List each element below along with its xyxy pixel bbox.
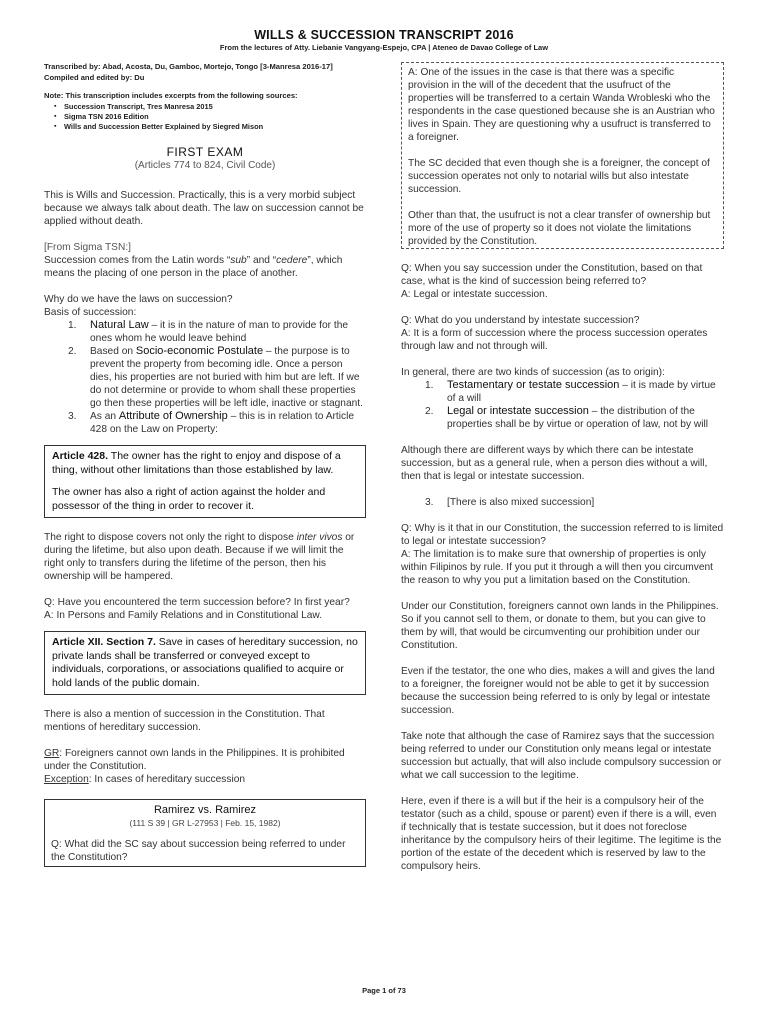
- kinds-intro: In general, there are two kinds of succession (as to origin):: [401, 367, 665, 378]
- case-answer-box: [401, 62, 724, 249]
- legitime-paragraph: Here, even if there is a will but if the heir is a compulsory heir of the testator (such as a child, spouse or parent) even if there is a will, even if technically that is testate succession, but it does not foreclose inheritance by the compulsory heirs of their legitime. The legitime is the portion of the estate of the decedent which is reserved by law to the compulsory heirs.: [401, 796, 722, 872]
- article-xii-label: Article XII. Section 7.: [52, 636, 156, 649]
- case-citation: (111 S 39 | GR L-27953 | Feb. 15, 1982): [129, 818, 281, 829]
- case-box: [44, 799, 366, 867]
- question-2: Q: What do you understand by intestate succession?: [401, 315, 640, 326]
- article-428-label: Article 428.: [52, 450, 109, 463]
- transcribed-by: Transcribed by: Abad, Acosta, Du, Gamboc, Mortejo, Tongo [3-Manresa 2016-17]: [44, 62, 333, 71]
- answer-2: A: It is a form of succession where the process succession operates through law and not through will.: [401, 328, 708, 352]
- document-header: [0, 28, 768, 52]
- kinds-list: [401, 379, 724, 431]
- list-item: 3. As an Attribute of Ownership – this is in relation to Article 428 on the Law on Property:: [68, 410, 355, 436]
- although-paragraph: Although there are different ways by which there can be intestate succession, but as a general rule, when a person dies without a will, then that is legal or intestate succession.: [401, 445, 708, 482]
- basis-list: [44, 319, 366, 436]
- article-428-second: The owner has also a right of action against the holder and possessor of the thing in order to recover it.: [52, 486, 326, 512]
- intro-paragraph: This is Wills and Succession. Practically, this is a very morbid subject because we always talk about death. The law on succession cannot be applied without death.: [44, 190, 364, 228]
- list-item: 1. Natural Law – it is in the nature of man to provide for the ones whom he would leave behind: [68, 319, 349, 345]
- encounter-question: Q: Have you encountered the term succession before? In first year?: [44, 597, 350, 609]
- take-note-paragraph: Take note that although the case of Ramirez says that the succession being referred to under our Constitution only means legal or intestate succession but actually, that will also include compulsory succession or what we call succession to the legitime.: [401, 731, 722, 781]
- list-item: 2. Legal or intestate succession – the distribution of the properties shall be by virtue or operation of law, not by will: [425, 405, 709, 430]
- sources-note: Note: This transcription includes excerpts from the following sources:: [44, 91, 298, 100]
- left-column: [44, 62, 366, 867]
- mixed-list: [401, 496, 724, 509]
- answer-1: A: Legal or intestate succession.: [401, 289, 548, 300]
- exam-articles: (Articles 774 to 824, Civil Code): [134, 160, 276, 172]
- list-item: 3. [There is also mixed succession]: [425, 497, 595, 508]
- list-item: 1. Testamentary or testate succession – it is made by virtue of a will: [425, 379, 716, 404]
- sigma-tag: [From Sigma TSN:]: [44, 242, 131, 254]
- under-constitution-paragraph: Under our Constitution, foreigners cannot own lands in the Philippines. So if you cannot sell to them, or donate to them, but you can give to them by will, that would be circumventing our prohibition under our Constitution.: [401, 601, 719, 651]
- article-xii-box: Article XII. Section 7. Save in cases of hereditary succession, no private lands shall be transferred or conveyed except to individuals, corporations, or associations qualified to acquire or hold lands of the public domain.: [44, 631, 366, 695]
- question-1: Q: When you say succession under the Constitution, based on that case, what is the kind of succession being referred to?: [401, 263, 703, 287]
- basis-heading: Basis of succession:: [44, 307, 137, 319]
- sources-list: [44, 102, 366, 133]
- exam-title: FIRST EXAM: [166, 145, 244, 160]
- exception: Exception: In cases of hereditary succession: [44, 774, 246, 786]
- right-column: [401, 62, 724, 873]
- case-question: Q: What did the SC say about succession being referred to under the Constitution?: [51, 839, 346, 864]
- source-item: ▪ Wills and Succession Better Explained by Siegred Mison: [64, 122, 366, 132]
- page-number: Page 1 of 73: [362, 986, 406, 995]
- case-answer-p1: A: One of the issues in the case is that there was a specific provision in the will of the decedent that the usufruct of the properties will be transferred to a certain Wanda Wrobleski who the respondents in the case questioned because she is an Austrian who lives in Spain. They are questioning why a usufruct is transferred to a foreigner.: [408, 67, 715, 143]
- list-item: 2. Based on Socio-economic Postulate – the purpose is to prevent the property from becoming idle. Once a person dies, his properties are not buried with him but are left. If we do not determine or provide to whom shall these properties go then these properties will be left idle, inactive or stagnant.: [68, 345, 363, 410]
- constitution-mention: There is also a mention of succession in the Constitution. That mentions of hereditary succession.: [44, 709, 325, 734]
- dispose-paragraph: The right to dispose covers not only the right to dispose inter vivos or during the lifetime, but also upon death. Because if we will limit the right only to transfers during the lifetime of the person, then his ownership will be hampered.: [44, 532, 355, 583]
- general-rule: GR: Foreigners cannot own lands in the Philippines. It is prohibited under the Constitution.: [44, 748, 345, 773]
- article-428-box: Article 428. The owner has the right to enjoy and dispose of a thing, without other limitations than those established by law. The owner has also a right of action against the holder and possessor of the thing in order to recover it.: [44, 445, 366, 518]
- compiled-by: Compiled and edited by: Du: [44, 72, 145, 82]
- case-answer-p2: The SC decided that even though she is a foreigner, the concept of succession operates not only to notarial wills but also intestate succession.: [408, 158, 710, 195]
- encounter-answer: A: In Persons and Family Relations and in Constitutional Law.: [44, 610, 323, 622]
- case-answer-p3: Other than that, the usufruct is not a clear transfer of ownership but more of the use of property so it does not violate the limitations provided by the Constitution.: [408, 210, 711, 247]
- even-if-paragraph: Even if the testator, the one who dies, makes a will and gives the land to a foreigner, the foreigner would not be able to get it by succession because the succession being referred to is only by legal or intestate succession.: [401, 666, 715, 716]
- question-3: Q: Why is it that in our Constitution, the succession referred to is limited to legal or intestate succession?: [401, 523, 724, 547]
- document-subtitle: From the lectures of Atty. Liebanie Vangyang-Espejo, CPA | Ateneo de Davao College of Law: [219, 43, 549, 52]
- document-title: WILLS & SUCCESSION TRANSCRIPT 2016: [254, 28, 514, 42]
- exam-heading: [44, 146, 366, 172]
- source-item: ▪ Succession Transcript, Tres Manresa 2015: [64, 102, 366, 112]
- latin-origin-paragraph: Succession comes from the Latin words “sub” and “cedere”, which means the placing of one person in the place of another.: [44, 255, 343, 280]
- answer-3: A: The limitation is to make sure that ownership of properties is only within Filipinos by rule. If you put it through a will then you circumvent the reason to why you put a limitation based on the Constitution.: [401, 549, 713, 586]
- source-item: ▪ Sigma TSN 2016 Edition: [64, 112, 366, 122]
- case-title: Ramirez vs. Ramirez: [153, 804, 257, 817]
- why-question: Why do we have the laws on succession?: [44, 294, 233, 306]
